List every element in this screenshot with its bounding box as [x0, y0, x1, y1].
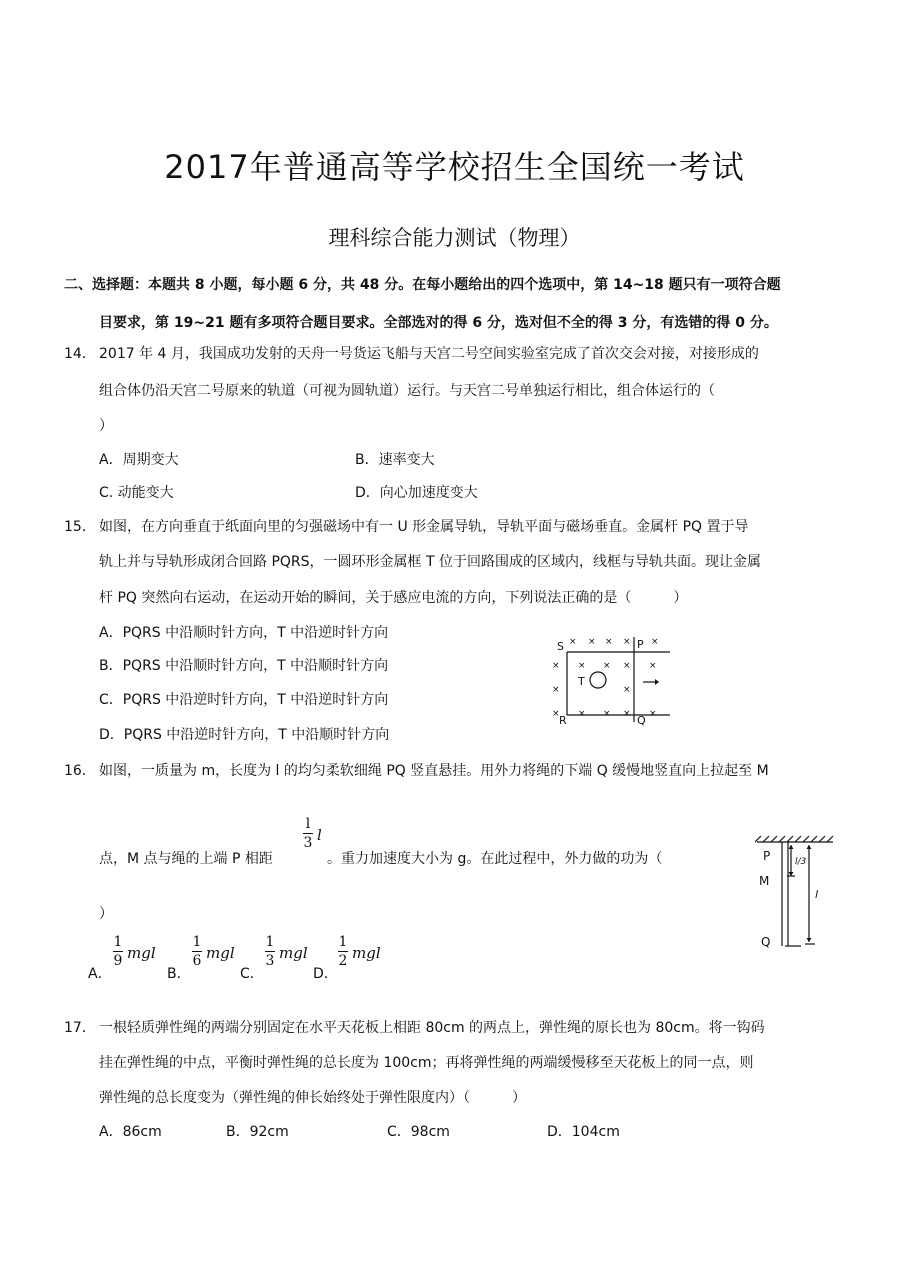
question-text-line: 轨上并与导轨形成闭合回路 PQRS，一圆环形金属框 T 位于回路围成的区域内，线框与导轨共面。现让金属 [99, 554, 761, 570]
section-instruction-line1: 二、选择题：本题共 8 小题，每小题 6 分，共 48 分。在每小题给出的四个选项中，第 14~18 题只有一项符合题 [64, 277, 781, 293]
field-x-mark: × [588, 637, 596, 647]
question-text-line: 杆 PQ 突然向右运动，在运动开始的瞬间，关于感应电流的方向，下列说法正确的是（ ） [99, 590, 688, 606]
field-x-mark: × [552, 685, 560, 695]
question-text-line: 组合体仍沿天宫二号原来的轨道（可视为圆轨道）运行。与天宫二号单独运行相比，组合体运行的（ [99, 383, 715, 399]
option-c-expr: mgl [279, 944, 308, 962]
fraction-tail: l [317, 826, 322, 844]
field-x-mark: × [603, 709, 611, 719]
label-s: S [557, 640, 564, 653]
label-q: Q [761, 935, 771, 949]
question-text-line: ） [99, 906, 113, 922]
option-c: C. 动能变大 [99, 485, 174, 501]
label-third-length: l/3 [795, 857, 807, 867]
label-length: l [815, 888, 819, 901]
option-b-fraction: 1 6 [192, 934, 202, 969]
label-r: R [559, 714, 567, 726]
question-text-line: 如图，一质量为 m，长度为 l 的均匀柔软细绳 PQ 竖直悬挂。用外力将绳的下端 Q 缓慢地竖直向上拉起至 M [99, 763, 769, 779]
question-text-line: ） [99, 418, 113, 434]
option-b: B．速率变大 [355, 452, 435, 468]
label-p: P [637, 638, 644, 651]
page-subtitle: 理科综合能力测试（物理） [328, 226, 581, 250]
field-x-mark: × [603, 661, 611, 671]
field-x-mark: × [623, 709, 631, 719]
option-a-letter: A． [88, 966, 112, 982]
option-c-fraction: 1 3 [265, 934, 275, 969]
question-text-line: 如图，在方向垂直于纸面向里的匀强磁场中有一 U 形金属导轨，导轨平面与磁场垂直。金属杆 PQ 置于导 [99, 519, 749, 535]
section-instruction-line2: 目要求，第 19~21 题有多项符合题目要求。全部选对的得 6 分，选对但不全的得 3 分，有选错的得 0 分。 [99, 315, 778, 331]
question-number: 17． [64, 1020, 96, 1036]
question-number: 14． [64, 346, 96, 362]
field-x-mark: × [651, 637, 659, 647]
field-x-mark: × [649, 661, 657, 671]
option-a: A．86cm [99, 1124, 162, 1140]
option-d: D．向心加速度变大 [355, 485, 478, 501]
field-x-mark: × [623, 685, 631, 695]
question-text-line: 弹性绳的总长度变为（弹性绳的伸长始终处于弹性限度内）（ ） [99, 1090, 526, 1106]
question-number: 16． [64, 763, 96, 779]
label-m: M [759, 874, 770, 888]
rail-circuit-figure [545, 630, 675, 726]
option-b: B．92cm [226, 1124, 289, 1140]
option-d: D．104cm [547, 1124, 620, 1140]
option-c: C．98cm [387, 1124, 450, 1140]
hanging-rope-figure [755, 834, 845, 954]
option-a-expr: mgl [127, 944, 156, 962]
page-title: 2017年普通高等学校招生全国统一考试 [164, 148, 745, 186]
option-d-fraction: 1 2 [338, 934, 348, 969]
question-text-line: 一根轻质弹性绳的两端分别固定在水平天花板上相距 80cm 的两点上，弹性绳的原长也为 80cm。将一钩码 [99, 1020, 765, 1036]
option-c-letter: C． [240, 966, 264, 982]
option-d-expr: mgl [352, 944, 381, 962]
option-b: B．PQRS 中沿顺时针方向，T 中沿顺时针方向 [99, 658, 389, 674]
field-x-mark: × [578, 709, 586, 719]
fraction-one-third: l 3 [303, 816, 313, 851]
option-b-letter: B． [167, 966, 191, 982]
field-x-mark: × [623, 661, 631, 671]
question-text-line: 。重力加速度大小为 g。在此过程中，外力做的功为（ [327, 851, 663, 867]
field-x-mark: × [552, 709, 560, 719]
field-x-mark: × [569, 637, 577, 647]
option-c: C．PQRS 中沿逆时针方向，T 中沿逆时针方向 [99, 692, 389, 708]
option-a: A．周期变大 [99, 452, 179, 468]
label-q: Q [637, 714, 646, 726]
label-p: P [763, 849, 771, 863]
option-b-expr: mgl [206, 944, 235, 962]
option-a-fraction: 1 9 [113, 934, 123, 969]
option-a: A．PQRS 中沿顺时针方向，T 中沿逆时针方向 [99, 625, 389, 641]
field-x-mark: × [649, 709, 657, 719]
question-text-line: 挂在弹性绳的中点，平衡时弹性绳的总长度为 100cm；再将弹性绳的两端缓慢移至天花板上的同一点，则 [99, 1055, 754, 1071]
question-text-line: 2017 年 4 月，我国成功发射的天舟一号货运飞船与天宫二号空间实验室完成了首次交会对接，对接形成的 [99, 346, 759, 362]
field-x-mark: × [605, 637, 613, 647]
field-x-mark: × [623, 637, 631, 647]
label-t: T [578, 675, 585, 688]
question-text-line: 点，M 点与绳的上端 P 相距 [99, 851, 273, 867]
option-d-letter: D． [313, 966, 338, 982]
option-d: D．PQRS 中沿逆时针方向，T 中沿顺时针方向 [99, 727, 390, 743]
field-x-mark: × [552, 661, 560, 671]
question-number: 15． [64, 519, 96, 535]
field-x-mark: × [578, 661, 586, 671]
